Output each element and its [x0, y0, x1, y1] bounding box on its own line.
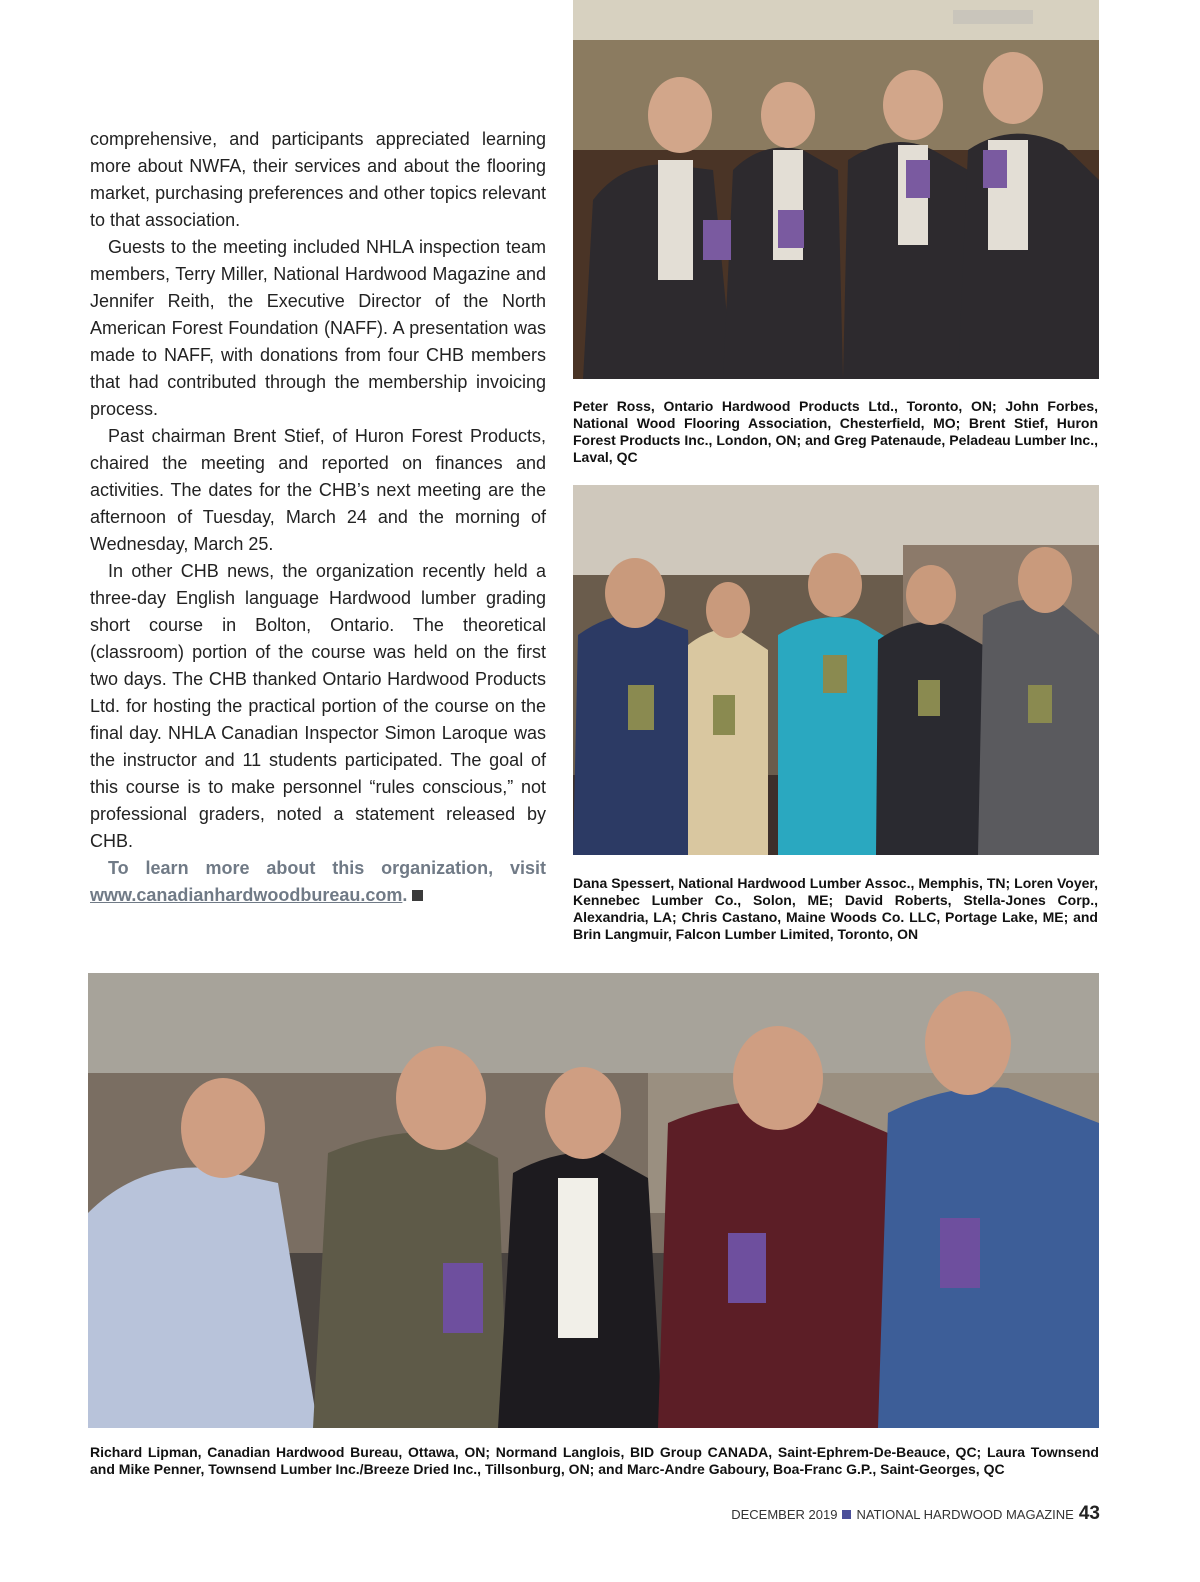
group-photo-2 [573, 485, 1099, 855]
end-of-article-mark [412, 890, 423, 901]
cta-text: To learn more about this organization, visit [108, 858, 546, 878]
page-number: 43 [1078, 1503, 1100, 1524]
article-paragraph: comprehensive, and participants appreciated learning more about NWFA, their services and about the flooring market, purchasing preferences and other topics relevant to that association. [90, 129, 546, 230]
photo-caption-3: Richard Lipman, Canadian Hardwood Bureau, Ottawa, ON; Normand Langlois, BID Group CANADA, Saint-Ephrem-De-Beauce, QC; Laura Townsend and Mike Penner, Townsend Lumber Inc./Breeze Dried Inc., Tillsonburg, ON; and Marc-Andre Gaboury, Boa-Franc G.P., Saint-Georges, QC [90, 1444, 1099, 1477]
group-photo-3 [88, 973, 1099, 1428]
issue-date: DECEMBER 2019 [731, 1507, 838, 1522]
photo-caption-2: Dana Spessert, National Hardwood Lumber Assoc., Memphis, TN; Loren Voyer, Kennebec Lumber Co., Solon, ME; David Roberts, Stella-Jones Corp., Alexandria, LA; Chris Castano, Maine Woods Co. LLC, Portage Lake, ME; and Brin Langmuir, Falcon Lumber Limited, Toronto, ON [573, 875, 1098, 942]
call-to-action [90, 855, 546, 909]
cta-end: . [402, 885, 408, 905]
article-paragraph: Past chairman Brent Stief, of Huron Forest Products, chaired the meeting and reported on finances and activities. The dates for the CHB’s next meeting are the afternoon of Tuesday, March 24 and the morning of Wednesday, March 25. [90, 426, 546, 554]
website-link[interactable]: www.canadianhardwoodbureau.com [90, 885, 403, 905]
article-paragraph: Guests to the meeting included NHLA inspection team members, Terry Miller, National Hardwood Magazine and Jennifer Reith, the Executive Director of the North American Forest Foundation (NAFF). A presentation was made to NAFF, with donations from four CHB members that had contributed through the membership invoicing process. [90, 237, 546, 419]
photo-caption-1: Peter Ross, Ontario Hardwood Products Ltd., Toronto, ON; John Forbes, National Wood Flooring Association, Chesterfield, MO; Brent Stief, Huron Forest Products Inc., London, ON; and Greg Patenaude, Peladeau Lumber Inc., Laval, QC [573, 398, 1098, 465]
article-body [90, 126, 546, 909]
separator-square-icon [842, 1510, 851, 1519]
article-paragraph: In other CHB news, the organization recently held a three-day English language Hardwood lumber grading short course in Bolton, Ontario. The theoretical (classroom) portion of the course was held on the first two days. The CHB thanked Ontario Hardwood Products Ltd. for hosting the practical portion of the course on the final day. NHLA Canadian Inspector Simon Laroque was the instructor and 11 students participated. The goal of this course is to make personnel “rules conscious,” not professional graders, noted a statement released by CHB. [90, 561, 546, 851]
page-footer [731, 1503, 1100, 1525]
magazine-name: NATIONAL HARDWOOD MAGAZINE [856, 1507, 1074, 1522]
group-photo-1 [573, 0, 1099, 379]
